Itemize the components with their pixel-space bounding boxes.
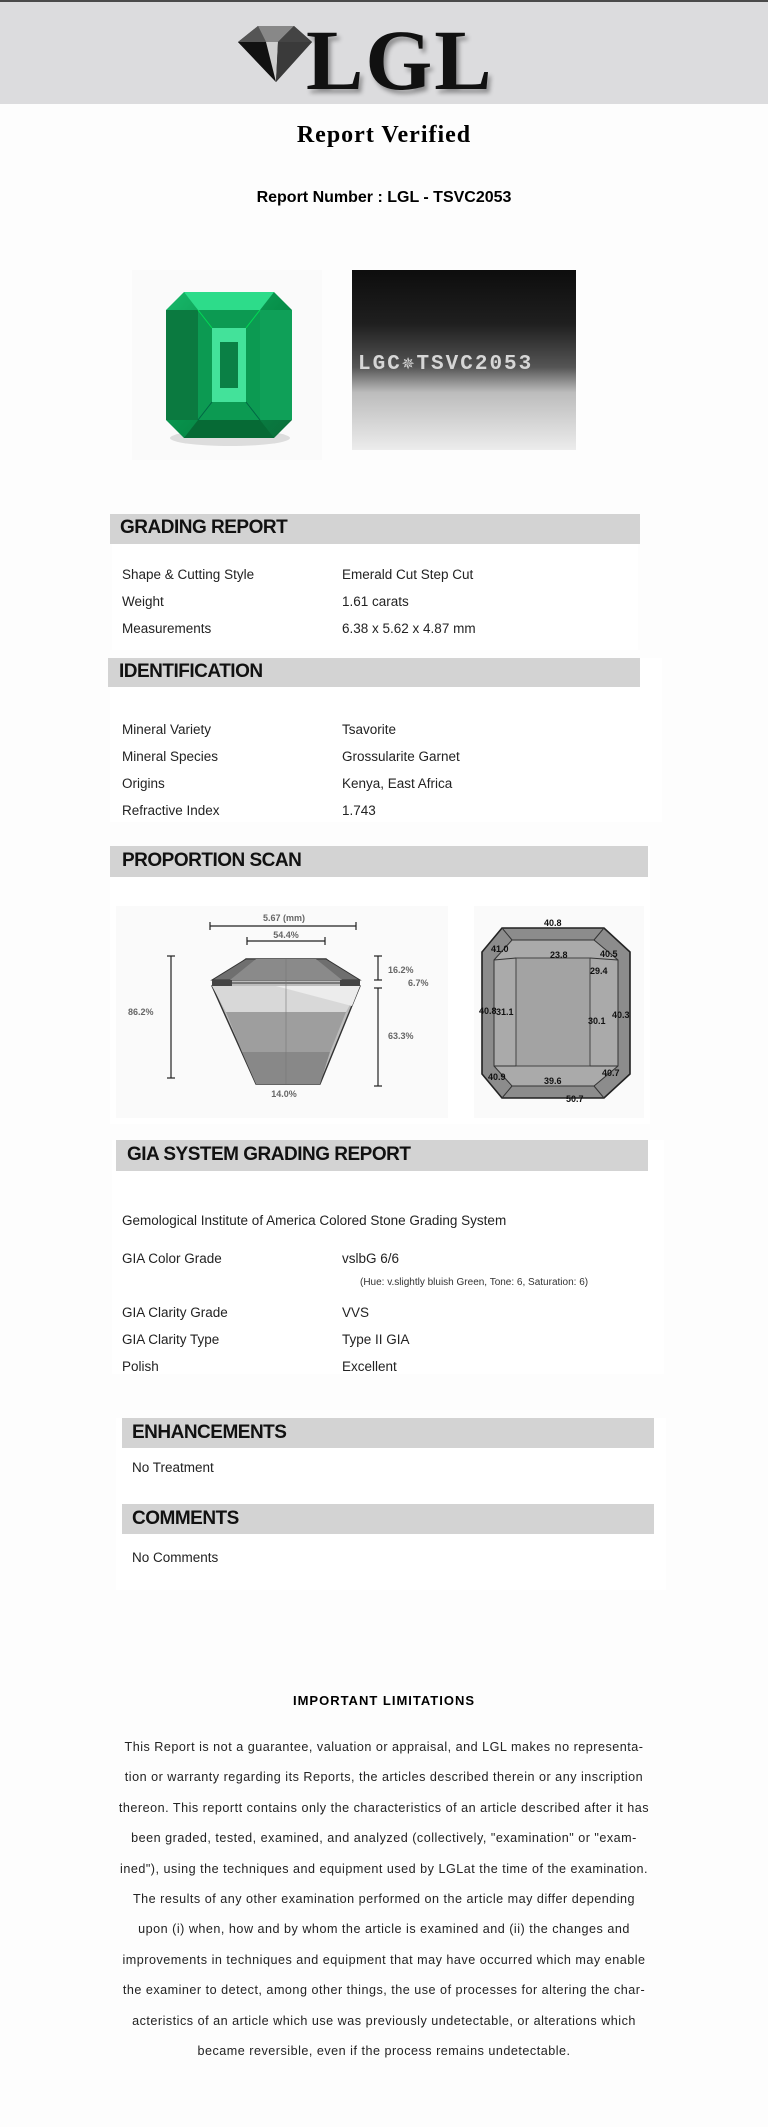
top-view-diagram bbox=[474, 906, 644, 1118]
width-mm-label: 5.67 (mm) bbox=[262, 913, 306, 923]
mineral-species-label: Mineral Species bbox=[122, 749, 219, 764]
origins-value: Kenya, East Africa bbox=[342, 776, 453, 791]
gia-title: GIA SYSTEM GRADING REPORT bbox=[127, 1144, 411, 1165]
mineral-variety-label: Mineral Variety bbox=[122, 722, 212, 737]
identification-header bbox=[108, 658, 640, 687]
gia-color-label: GIA Color Grade bbox=[122, 1251, 222, 1266]
enhancements-header bbox=[122, 1418, 654, 1448]
top-label-10: 40.9 bbox=[488, 1072, 506, 1082]
diamond-icon bbox=[232, 22, 316, 84]
top-label-13: 50.7 bbox=[566, 1094, 584, 1104]
mineral-species-value: Grossularite Garnet bbox=[342, 749, 460, 764]
crown-height-label: 16.2% bbox=[388, 965, 414, 975]
gemstone-photo bbox=[132, 270, 322, 460]
lgl-logo[interactable] bbox=[232, 12, 494, 108]
header-banner bbox=[0, 0, 768, 108]
top-label-7: 31.1 bbox=[496, 1007, 514, 1017]
gia-color-value: vslbG 6/6 bbox=[342, 1251, 400, 1266]
side-profile-diagram bbox=[116, 906, 448, 1118]
gia-header bbox=[116, 1140, 648, 1171]
top-label-9: 40.3 bbox=[612, 1010, 630, 1020]
top-label-8: 30.1 bbox=[588, 1016, 606, 1026]
comments-title: COMMENTS bbox=[132, 1508, 239, 1529]
polish-value: Excellent bbox=[342, 1359, 397, 1374]
limitations-line: the examiner to detect, among other things, the use of processes for altering the char- bbox=[122, 1983, 646, 1998]
refractive-index-label: Refractive Index bbox=[122, 803, 220, 818]
grading-report-title: GRADING REPORT bbox=[120, 517, 288, 538]
polish-label: Polish bbox=[122, 1359, 159, 1374]
shape-label: Shape & Cutting Style bbox=[122, 567, 255, 582]
limitations-title: IMPORTANT LIMITATIONS bbox=[292, 1693, 476, 1708]
limitations-line: This Report is not a guarantee, valuation or appraisal, and LGL makes no representa- bbox=[124, 1740, 644, 1754]
logo-text: LGL bbox=[306, 12, 494, 108]
weight-value: 1.61 carats bbox=[342, 594, 409, 609]
gia-clarity-grade-label: GIA Clarity Grade bbox=[122, 1305, 228, 1320]
top-label-11: 39.6 bbox=[544, 1076, 562, 1086]
identification-title: IDENTIFICATION bbox=[119, 661, 263, 682]
limitations-text bbox=[118, 1732, 650, 2066]
limitations-line: The results of any other examination performed on the article may differ depending bbox=[132, 1892, 636, 1907]
culet-label: 14.0% bbox=[271, 1089, 297, 1099]
proportion-scan-header bbox=[110, 846, 648, 877]
origins-label: Origins bbox=[122, 776, 165, 791]
mineral-variety-value: Tsavorite bbox=[342, 722, 397, 737]
girdle-label: 6.7% bbox=[408, 978, 429, 988]
measurements-value: 6.38 x 5.62 x 4.87 mm bbox=[342, 621, 476, 636]
grading-report-header bbox=[110, 514, 640, 544]
gia-system-name: Gemological Institute of America Colored Stone Grading System bbox=[122, 1213, 507, 1228]
comments-header bbox=[122, 1504, 654, 1534]
table-pct-label: 54.4% bbox=[273, 930, 299, 940]
limitations-line: became reversible, even if the process remains undetectable. bbox=[197, 2044, 571, 2059]
limitations-line: ined"), using the techniques and equipment used by LGLat the time of the examination. bbox=[120, 1861, 648, 1876]
top-label-2: 41.0 bbox=[491, 944, 509, 954]
total-depth-label: 86.2% bbox=[128, 1007, 154, 1017]
inscription-text: LGC✵TSVC2053 bbox=[358, 353, 534, 376]
comments-text: No Comments bbox=[132, 1550, 219, 1565]
report-number-label: Report Number : bbox=[256, 189, 383, 206]
limitations-line: been graded, tested, examined, and analyzed (collectively, "examination" or "exam- bbox=[131, 1831, 637, 1846]
gia-color-note: (Hue: v.slightly bluish Green, Tone: 6, Saturation: 6) bbox=[360, 1277, 589, 1288]
shape-value: Emerald Cut Step Cut bbox=[342, 567, 474, 582]
limitations-line: improvements in techniques and equipment that may have occurred which may enable bbox=[122, 1952, 646, 1967]
gia-clarity-type-value: Type II GIA bbox=[342, 1332, 410, 1347]
limitations-line: acteristics of an article which use was previously undetectable, or alterations which bbox=[132, 2013, 636, 2028]
proportion-scan-title: PROPORTION SCAN bbox=[122, 850, 302, 871]
report-number bbox=[0, 189, 768, 207]
page-title: Report Verified bbox=[296, 122, 472, 148]
gia-clarity-grade-value: VVS bbox=[342, 1305, 370, 1320]
refractive-index-value: 1.743 bbox=[342, 803, 376, 818]
enhancements-text: No Treatment bbox=[132, 1460, 214, 1475]
measurements-label: Measurements bbox=[122, 621, 212, 636]
top-label-4: 23.8 bbox=[550, 950, 568, 960]
gia-clarity-type-label: GIA Clarity Type bbox=[122, 1332, 220, 1347]
enhancements-title: ENHANCEMENTS bbox=[132, 1422, 287, 1443]
top-label-6: 40.8 bbox=[479, 1006, 497, 1016]
top-label-3: 40.5 bbox=[600, 949, 618, 959]
report-number-value: LGL - TSVC2053 bbox=[387, 189, 512, 206]
top-label-12: 40.7 bbox=[602, 1068, 620, 1078]
limitations-line: tion or warranty regarding its Reports, the articles described therein or any inscription bbox=[124, 1770, 644, 1785]
top-label-1: 40.8 bbox=[544, 918, 562, 928]
weight-label: Weight bbox=[122, 594, 164, 609]
top-label-5: 29.4 bbox=[590, 966, 608, 976]
pavilion-depth-label: 63.3% bbox=[388, 1031, 414, 1041]
limitations-line: thereon. This reportt contains only the characteristics of an article described after it has bbox=[118, 1800, 650, 1815]
limitations-line: upon (i) when, how and by whom the article is examined and (ii) the changes and bbox=[138, 1922, 630, 1937]
inscription-photo bbox=[352, 270, 576, 450]
